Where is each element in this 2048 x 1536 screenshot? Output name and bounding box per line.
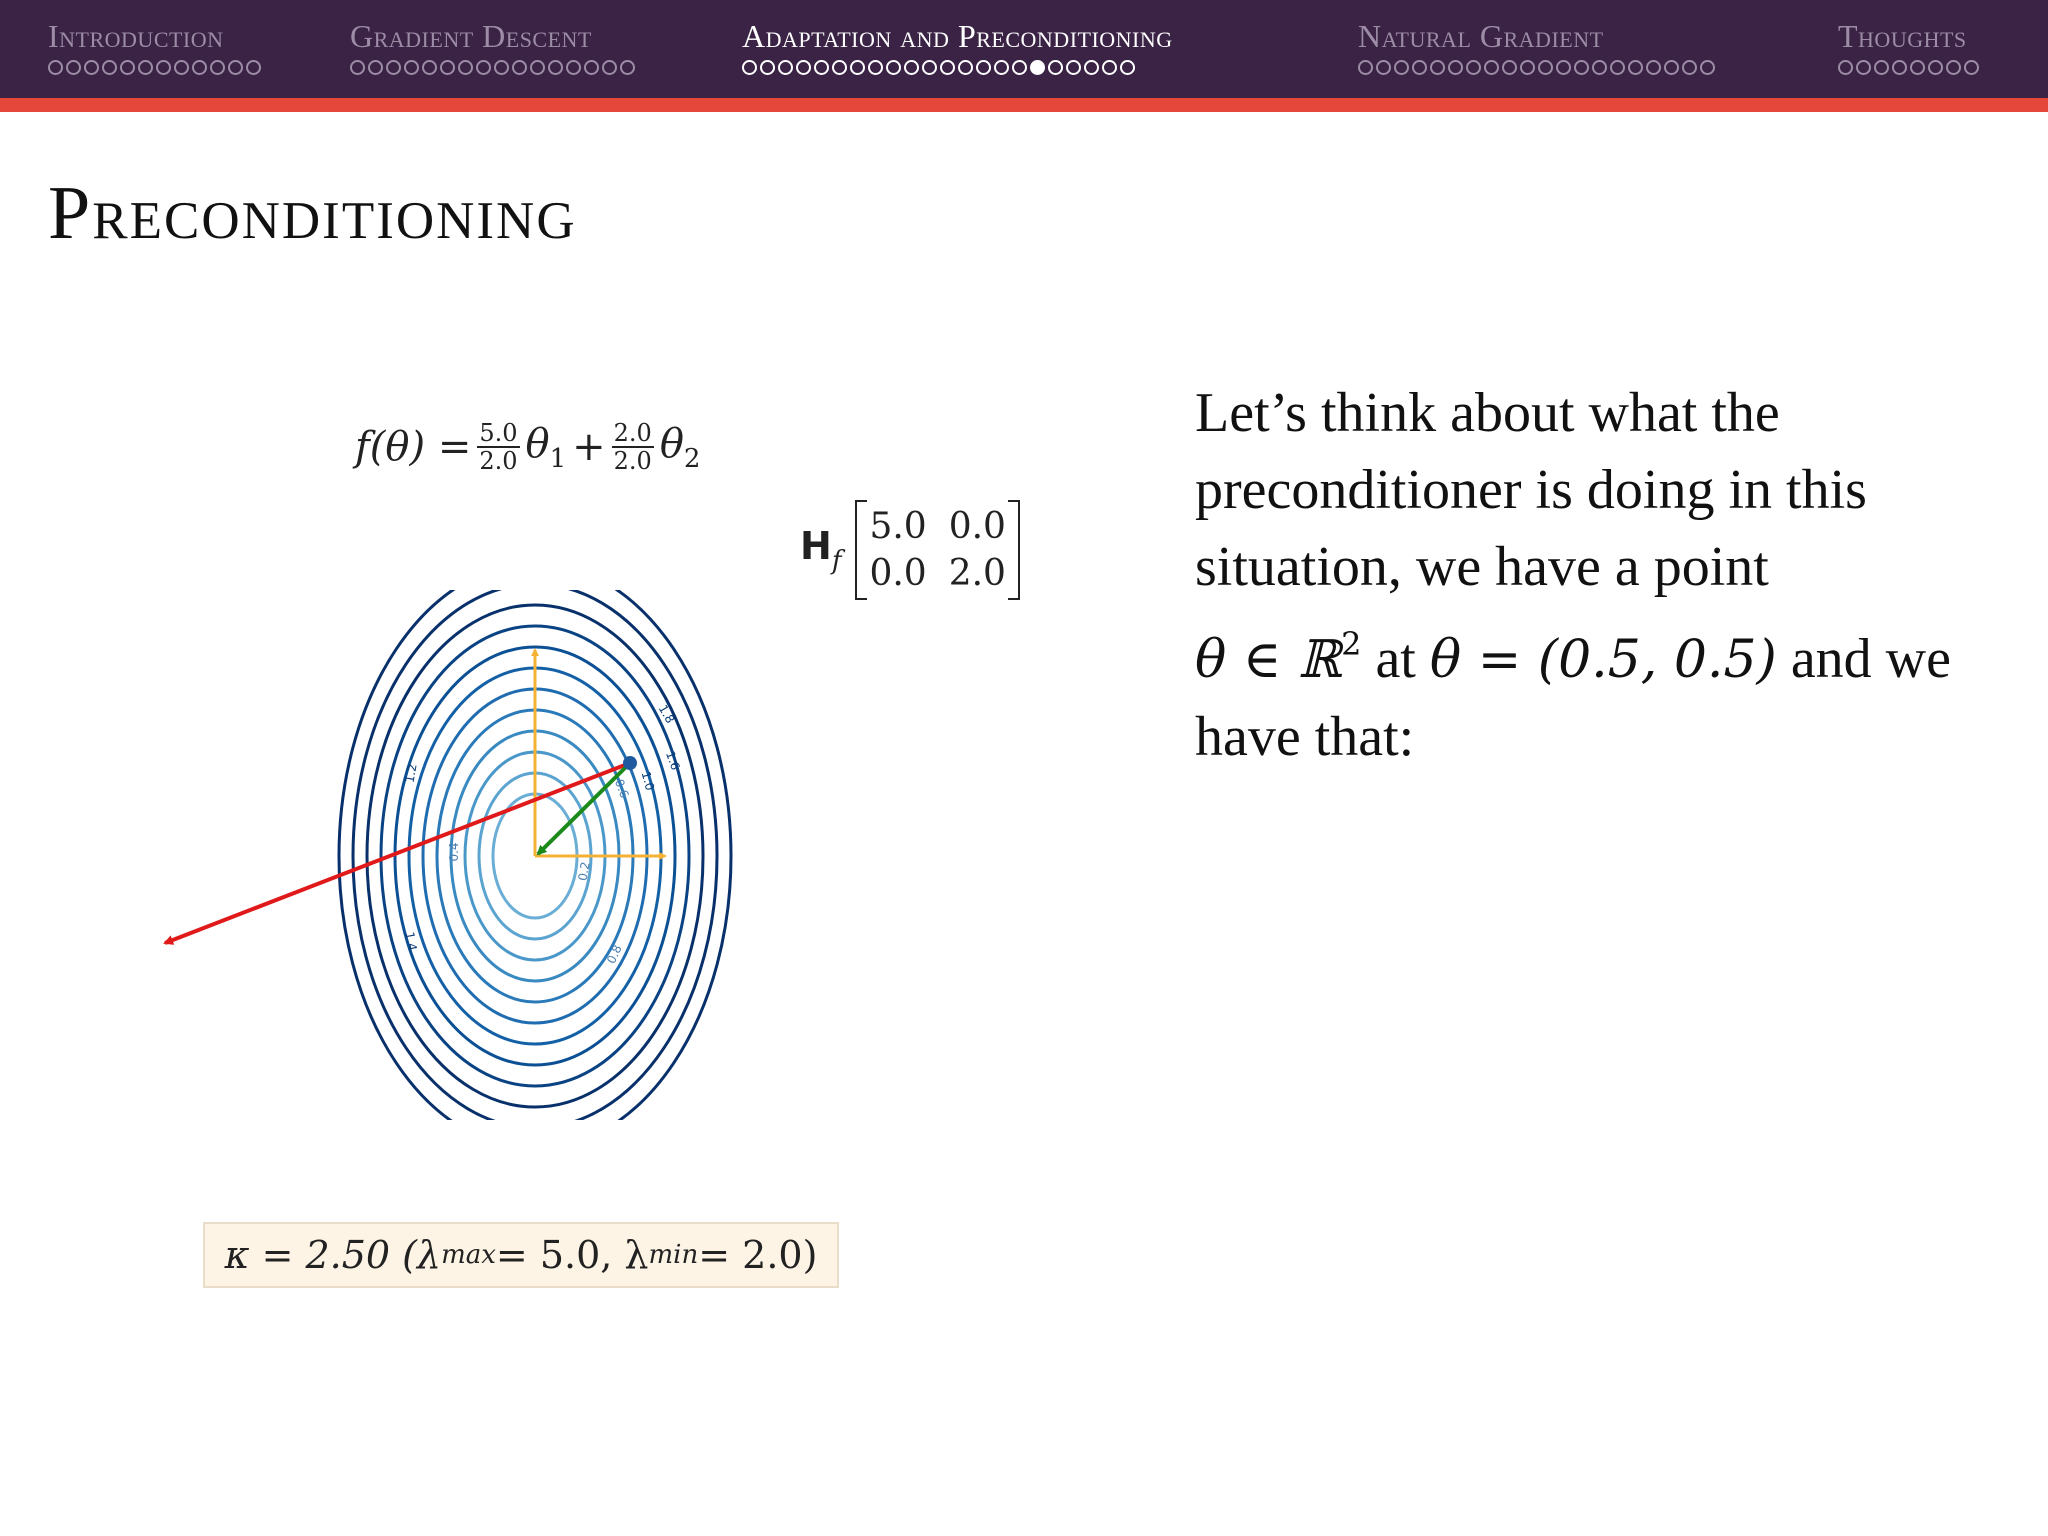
nav-dot[interactable] bbox=[958, 60, 973, 75]
nav-section-label[interactable]: Gradient Descent bbox=[350, 18, 592, 54]
explanation-at: at bbox=[1361, 628, 1430, 690]
hessian-subscript: f bbox=[831, 546, 842, 576]
explanation-line-1: Let’s think about what the preconditioner is doing in this situation, we have a point bbox=[1195, 382, 1867, 598]
nav-dot[interactable] bbox=[210, 60, 225, 75]
nav-dot[interactable] bbox=[138, 60, 153, 75]
nav-dot[interactable] bbox=[1502, 60, 1517, 75]
kappa-part-1: κ = 2.50 (λ bbox=[224, 1233, 442, 1277]
nav-dot[interactable] bbox=[66, 60, 81, 75]
contour-label: 1.4 bbox=[402, 930, 420, 952]
nav-dot[interactable] bbox=[832, 60, 847, 75]
nav-dot[interactable] bbox=[1682, 60, 1697, 75]
nav-dot[interactable] bbox=[174, 60, 189, 75]
nav-dot[interactable] bbox=[228, 60, 243, 75]
formula-fraction-2 bbox=[612, 420, 654, 474]
nav-section-natural-gradient[interactable] bbox=[1358, 18, 1715, 75]
nav-dot[interactable] bbox=[1048, 60, 1063, 75]
nav-dot[interactable] bbox=[1964, 60, 1979, 75]
nav-dot[interactable] bbox=[1856, 60, 1871, 75]
nav-dot[interactable] bbox=[422, 60, 437, 75]
nav-dot[interactable] bbox=[1358, 60, 1373, 75]
nav-dot[interactable] bbox=[404, 60, 419, 75]
nav-dot[interactable] bbox=[760, 60, 775, 75]
nav-dot[interactable] bbox=[1838, 60, 1853, 75]
nav-dot[interactable] bbox=[530, 60, 545, 75]
nav-dot[interactable] bbox=[742, 60, 757, 75]
theta-in-r2-sup: 2 bbox=[1341, 625, 1362, 663]
fraction-numerator: 2.0 bbox=[613, 419, 652, 447]
nav-dot[interactable] bbox=[368, 60, 383, 75]
fraction-denominator: 2.0 bbox=[479, 447, 518, 475]
slide-title: Preconditioning bbox=[48, 171, 577, 255]
nav-dot[interactable] bbox=[156, 60, 171, 75]
nav-dot[interactable] bbox=[1538, 60, 1553, 75]
nav-dot[interactable] bbox=[48, 60, 63, 75]
explanation-text bbox=[1195, 375, 1955, 776]
nav-dot[interactable] bbox=[386, 60, 401, 75]
theta-value: θ = (0.5, 0.5) bbox=[1429, 630, 1777, 690]
nav-dot[interactable] bbox=[1874, 60, 1889, 75]
nav-dot[interactable] bbox=[1102, 60, 1117, 75]
theta-in-r2: θ ∈ ℝ bbox=[1195, 630, 1342, 690]
nav-dot[interactable] bbox=[940, 60, 955, 75]
matrix-cell: 0.0 bbox=[948, 506, 1006, 547]
hessian-matrix-display bbox=[800, 500, 1020, 600]
formula-plus: + bbox=[572, 424, 606, 470]
formula-theta-1: θ bbox=[525, 420, 550, 467]
contour-label: 0.8 bbox=[603, 942, 625, 966]
nav-dot[interactable] bbox=[350, 60, 365, 75]
hessian-symbol: H bbox=[800, 524, 832, 568]
section-navigation-bar bbox=[0, 0, 2048, 98]
nav-dot[interactable] bbox=[584, 60, 599, 75]
objective-formula bbox=[355, 420, 700, 474]
nav-dot[interactable] bbox=[476, 60, 491, 75]
nav-dot[interactable] bbox=[192, 60, 207, 75]
nav-dot[interactable] bbox=[1928, 60, 1943, 75]
nav-dot[interactable] bbox=[904, 60, 919, 75]
nav-dot[interactable] bbox=[1628, 60, 1643, 75]
nav-dot[interactable] bbox=[1084, 60, 1099, 75]
nav-section-gradient-descent[interactable] bbox=[350, 18, 635, 75]
explanation-end: and we have that: bbox=[1195, 628, 1951, 768]
nav-section-label[interactable]: Thoughts bbox=[1838, 18, 1967, 54]
nav-dot[interactable] bbox=[850, 60, 865, 75]
nav-section-label[interactable]: Natural Gradient bbox=[1358, 18, 1604, 54]
nav-dot[interactable] bbox=[440, 60, 455, 75]
nav-dot[interactable] bbox=[102, 60, 117, 75]
nav-dot[interactable] bbox=[548, 60, 563, 75]
nav-progress-dots bbox=[48, 60, 261, 75]
contour-label: 0.2 bbox=[575, 860, 593, 882]
contour-label: 1.0 bbox=[638, 769, 658, 792]
nav-dot[interactable] bbox=[1574, 60, 1589, 75]
nav-dot[interactable] bbox=[922, 60, 937, 75]
nav-progress-dots bbox=[742, 60, 1173, 75]
nav-accent-stripe bbox=[0, 98, 2048, 112]
nav-dot[interactable] bbox=[868, 60, 883, 75]
formula-fraction-1 bbox=[477, 420, 519, 474]
nav-dot[interactable] bbox=[1376, 60, 1391, 75]
nav-section-adaptation-preconditioning[interactable] bbox=[742, 18, 1173, 75]
nav-dot[interactable] bbox=[620, 60, 635, 75]
nav-dot[interactable] bbox=[120, 60, 135, 75]
nav-dot[interactable] bbox=[1484, 60, 1499, 75]
nav-dot[interactable] bbox=[512, 60, 527, 75]
gradient-arrow bbox=[165, 763, 630, 943]
current-point bbox=[623, 756, 637, 770]
nav-dot[interactable] bbox=[1466, 60, 1481, 75]
contour-label: 1.6 bbox=[662, 749, 683, 772]
contour-label: 0.6 bbox=[611, 777, 632, 800]
nav-dot[interactable] bbox=[602, 60, 617, 75]
contour-label: 1.2 bbox=[402, 762, 420, 784]
nav-dot[interactable] bbox=[84, 60, 99, 75]
hessian-label bbox=[800, 524, 841, 576]
nav-dot[interactable] bbox=[1120, 60, 1135, 75]
formula-theta-2: θ bbox=[659, 420, 684, 467]
matrix-cell: 0.0 bbox=[869, 553, 927, 594]
nav-dot[interactable] bbox=[1646, 60, 1661, 75]
matrix-cell: 5.0 bbox=[869, 506, 927, 547]
kappa-part-3: = 2.0) bbox=[698, 1233, 818, 1277]
nav-dot[interactable] bbox=[1664, 60, 1679, 75]
nav-dot[interactable] bbox=[796, 60, 811, 75]
nav-dot[interactable] bbox=[994, 60, 1009, 75]
nav-dot[interactable] bbox=[1520, 60, 1535, 75]
kappa-min-sub: min bbox=[648, 1240, 699, 1270]
nav-dot[interactable] bbox=[1394, 60, 1409, 75]
contour-label: 1.8 bbox=[655, 702, 678, 726]
nav-dot-current[interactable] bbox=[1030, 60, 1045, 75]
contour-label: 0.4 bbox=[447, 842, 461, 862]
nav-dot[interactable] bbox=[458, 60, 473, 75]
nav-section-label[interactable]: Adaptation and Preconditioning bbox=[742, 18, 1173, 54]
formula-lhs: f(θ) = bbox=[355, 424, 472, 470]
nav-dot[interactable] bbox=[566, 60, 581, 75]
nav-dot[interactable] bbox=[1066, 60, 1081, 75]
nav-dot[interactable] bbox=[1610, 60, 1625, 75]
fraction-numerator: 5.0 bbox=[479, 419, 518, 447]
formula-sub-1: 1 bbox=[549, 443, 567, 474]
nav-dot[interactable] bbox=[1556, 60, 1571, 75]
nav-progress-dots bbox=[1358, 60, 1715, 75]
hessian-matrix bbox=[855, 500, 1020, 600]
nav-progress-dots bbox=[350, 60, 635, 75]
nav-dot[interactable] bbox=[814, 60, 829, 75]
nav-dot[interactable] bbox=[1430, 60, 1445, 75]
fraction-denominator: 2.0 bbox=[613, 447, 652, 475]
nav-dot[interactable] bbox=[1946, 60, 1961, 75]
nav-dot[interactable] bbox=[1910, 60, 1925, 75]
matrix-cell: 2.0 bbox=[948, 553, 1006, 594]
nav-dot[interactable] bbox=[1592, 60, 1607, 75]
nav-dot[interactable] bbox=[778, 60, 793, 75]
nav-dot[interactable] bbox=[1412, 60, 1427, 75]
nav-progress-dots bbox=[1838, 60, 1979, 75]
nav-dot[interactable] bbox=[1700, 60, 1715, 75]
nav-dot[interactable] bbox=[1448, 60, 1463, 75]
contour-plot bbox=[150, 590, 770, 1120]
nav-dot[interactable] bbox=[976, 60, 991, 75]
nav-dot[interactable] bbox=[1892, 60, 1907, 75]
nav-dot[interactable] bbox=[246, 60, 261, 75]
nav-section-introduction[interactable] bbox=[48, 18, 261, 75]
kappa-max-sub: max bbox=[441, 1240, 496, 1270]
nav-dot[interactable] bbox=[1012, 60, 1027, 75]
nav-dot[interactable] bbox=[886, 60, 901, 75]
formula-sub-2: 2 bbox=[683, 443, 701, 474]
nav-section-thoughts[interactable] bbox=[1838, 18, 1979, 75]
condition-number-box bbox=[203, 1222, 839, 1288]
nav-section-label[interactable]: Introduction bbox=[48, 18, 224, 54]
nav-dot[interactable] bbox=[494, 60, 509, 75]
kappa-part-2: = 5.0, λ bbox=[495, 1233, 649, 1277]
